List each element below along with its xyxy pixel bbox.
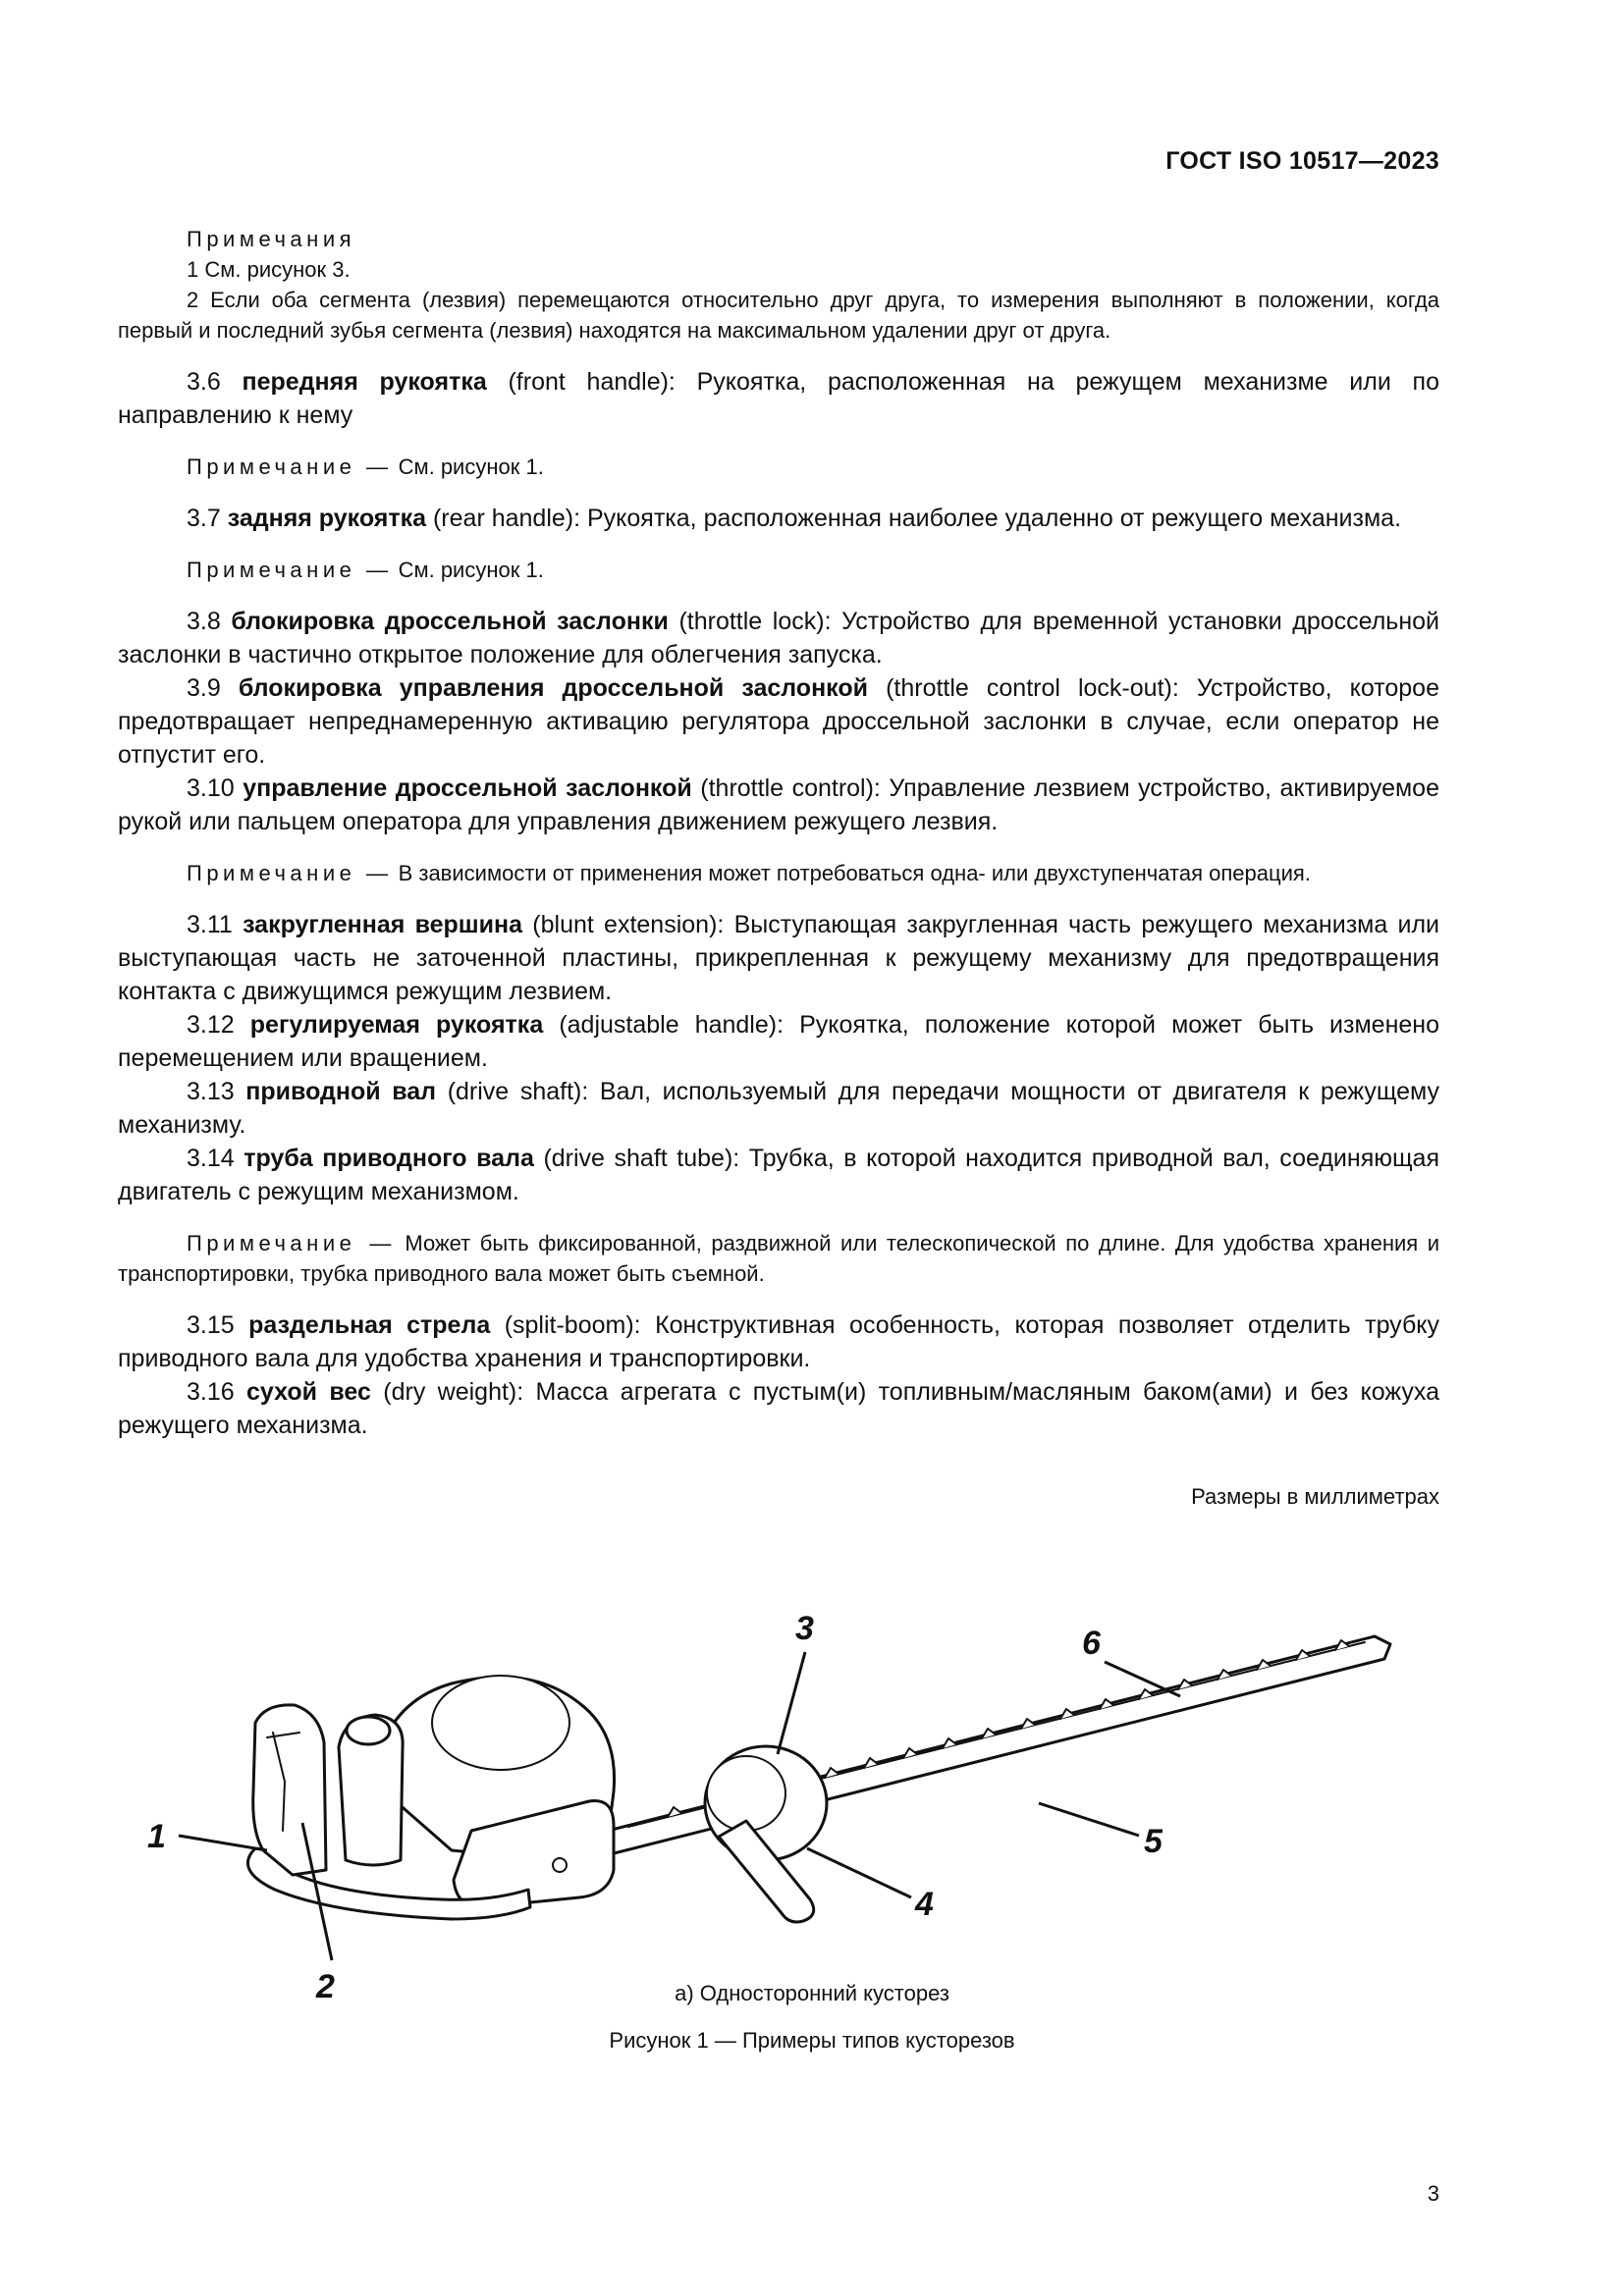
term-3-7: 3.7 задняя рукоятка (rear handle): Рукоятка, расположенная наиболее удаленно от режущего механизма. — [187, 505, 1402, 532]
term-3-15: 3.15 раздельная стрела (split-boom): Конструктивная особенность, которая позволяет отделить трубку приводного вала для удобства хранения и транспортировки. — [118, 1311, 1440, 1372]
document-header: ГОСТ ISO 10517—2023 — [1165, 147, 1439, 175]
term-3-16: 3.16 сухой вес (dry weight): Масса агрегата с пустым(и) топливным/масляным баком(ами) и без кожуха режущего механизма. — [118, 1378, 1439, 1439]
term-3-14: 3.14 труба приводного вала (drive shaft tube): Трубка, в которой находится приводной вал, соединяющая двигатель с режущим механизмом. — [118, 1145, 1439, 1205]
note-item-2: 2 Если оба сегмента (лезвия) перемещаются относительно друг друга, то измерения выполняют в положении, когда первый и последний зубья сегмента (лезвия) находятся на максимальном удалении друг от друга. — [118, 288, 1439, 343]
document-body — [118, 224, 1439, 1442]
figure-subcaption: а) Односторонний кусторез — [675, 1981, 949, 2005]
callout-2: 2 — [316, 1968, 335, 2005]
callout-5: 5 — [1144, 1823, 1163, 1860]
callout-4: 4 — [915, 1886, 934, 1923]
note-3-7: Примечание — См. рисунок 1. — [187, 558, 544, 582]
callout-3: 3 — [795, 1610, 814, 1647]
page-number: 3 — [1427, 2181, 1439, 2206]
cutter-bar — [530, 1636, 1390, 1872]
callout-6: 6 — [1082, 1625, 1101, 1662]
callout-1: 1 — [147, 1818, 166, 1855]
note-item-1: 1 См. рисунок 3. — [187, 257, 351, 282]
fuel-cap — [347, 1717, 390, 1744]
note-3-6: Примечание — См. рисунок 1. — [187, 454, 544, 479]
term-3-6: 3.6 передняя рукоятка (front handle): Рукоятка, расположенная на режущем механизме или по направлению к нему — [118, 368, 1439, 429]
term-3-13: 3.13 приводной вал (drive shaft): Вал, используемый для передачи мощности от двигателя к режущему механизму. — [118, 1078, 1440, 1139]
notes-heading: Примечания — [187, 227, 356, 251]
term-3-8: 3.8 блокировка дроссельной заслонки (throttle lock): Устройство для временной установки дроссельной заслонки в частично открытое положение для облегчения запуска. — [118, 608, 1440, 668]
dimensions-note: Размеры в миллиметрах — [1191, 1484, 1439, 1509]
figure-caption: Рисунок 1 — Примеры типов кусторезов — [609, 2028, 1015, 2053]
term-3-10: 3.10 управление дроссельной заслонкой (throttle control): Управление лезвием устройство, активируемое рукой или пальцем оператора для управления движением режущего лезвия. — [118, 774, 1439, 835]
note-3-10: Примечание — В зависимости от применения может потребоваться одна- или двухступенчатая операция. — [187, 861, 1311, 885]
term-3-11: 3.11 закругленная вершина (blunt extension): Выступающая закругленная часть режущего механизма или выступающая часть не заточенной пластины, прикрепленная к режущему механизму для предотвращения контакта с движущимся режущим лезвием. — [118, 911, 1440, 1005]
term-3-12: 3.12 регулируемая рукоятка (adjustable handle): Рукоятка, положение которой может быть изменено перемещением или вращением. — [118, 1011, 1439, 1072]
note-3-14: Примечание — Может быть фиксированной, раздвижной или телескопической по длине. Для удобства хранения и транспортировки, трубка приводного вала может быть съемной. — [118, 1231, 1439, 1286]
term-3-9: 3.9 блокировка управления дроссельной заслонкой (throttle control lock-out): Устройство, которое предотвращает непреднамеренную активацию регулятора дроссельной заслонки в случае, если оператор не отпустит его. — [118, 674, 1439, 769]
